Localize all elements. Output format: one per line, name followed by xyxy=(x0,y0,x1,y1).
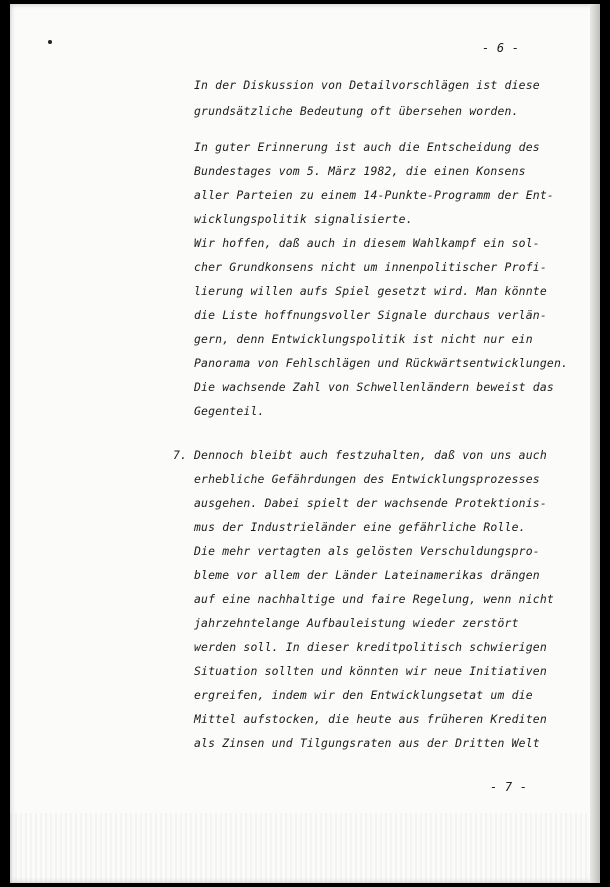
text-line: erhebliche Gefährdungen des Entwicklungsprozesses xyxy=(194,472,540,486)
ink-speck xyxy=(48,40,52,44)
text-line: Die wachsende Zahl von Schwellenländern beweist das xyxy=(194,380,554,394)
text-line: Bundestages vom 5. März 1982, die einen Konsens xyxy=(194,164,526,178)
text-line: lierung willen aufs Spiel gesetzt wird. Man könnte xyxy=(194,284,547,298)
text-line: ausgehen. Dabei spielt der wachsende Protektionis- xyxy=(194,496,547,510)
text-line: aller Parteien zu einem 14-Punkte-Programm der Ent- xyxy=(194,188,554,202)
text-line: die Liste hoffnungsvoller Signale durchaus verlän- xyxy=(194,308,547,322)
page-number-top: - 6 - xyxy=(482,41,520,55)
page-number-bottom: - 7 - xyxy=(490,780,528,794)
text-line: cher Grundkonsens nicht um innenpolitischer Profi- xyxy=(194,260,547,274)
text-line: In der Diskussion von Detailvorschlägen ist diese xyxy=(194,78,540,92)
text-line: ergreifen, indem wir den Entwicklungsetat um die xyxy=(194,688,533,702)
text-line: In guter Erinnerung ist auch die Entscheidung des xyxy=(194,140,540,154)
text-line: mus der Industrieländer eine gefährliche Rolle. xyxy=(194,520,526,534)
text-line: jahrzehntelange Aufbauleistung wieder zerstört xyxy=(194,616,519,630)
text-line: auf eine nachhaltige und faire Regelung, wenn nicht xyxy=(194,592,554,606)
text-line: wicklungspolitik signalisierte. xyxy=(194,212,413,226)
text-line: Situation sollten und könnten wir neue Initiativen xyxy=(194,664,547,678)
text-line: Dennoch bleibt auch festzuhalten, daß von uns auch xyxy=(194,448,547,462)
text-line: als Zinsen und Tilgungsraten aus der Dritten Welt xyxy=(194,736,540,750)
text-line: Panorama von Fehlschlägen und Rückwärtsentwicklungen. xyxy=(194,356,569,370)
document-page xyxy=(10,4,600,883)
text-line: Wir hoffen, daß auch in diesem Wahlkampf ein sol- xyxy=(194,236,540,250)
text-line: werden soll. In dieser kreditpolitisch schwierigen xyxy=(194,640,547,654)
text-line: bleme vor allem der Länder Lateinamerikas drängen xyxy=(194,568,540,582)
text-line: gern, denn Entwicklungspolitik ist nicht nur ein xyxy=(194,332,533,346)
text-line: Gegenteil. xyxy=(194,404,265,418)
list-item-number: 7. xyxy=(173,448,188,462)
text-line: Mittel aufstocken, die heute aus früheren Krediten xyxy=(194,712,547,726)
page-edge xyxy=(590,4,600,883)
scan-noise xyxy=(10,813,600,883)
text-line: grundsätzliche Bedeutung oft übersehen worden. xyxy=(194,104,519,118)
text-line: Die mehr vertagten als gelösten Verschuldungspro- xyxy=(194,544,540,558)
